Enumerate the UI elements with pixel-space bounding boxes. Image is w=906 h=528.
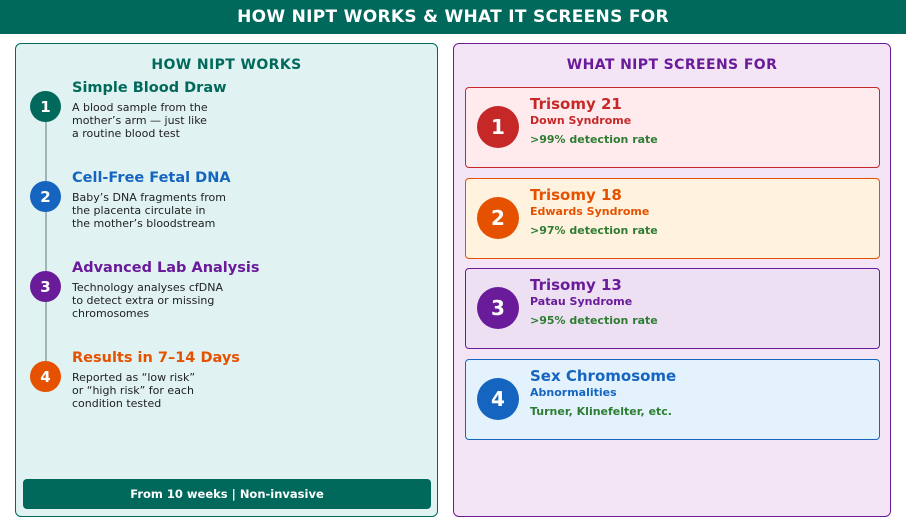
card-trisomy-18 xyxy=(465,178,880,259)
card-number-badge: 1 xyxy=(477,106,519,148)
footer-text: From 10 weeks | Non-invasive xyxy=(130,487,324,501)
card-detail: >97% detection rate xyxy=(530,224,658,237)
right-panel-title: WHAT NIPT SCREENS FOR xyxy=(566,57,778,73)
card-title: Trisomy 18 xyxy=(530,186,622,204)
page-title: HOW NIPT WORKS & WHAT IT SCREENS FOR xyxy=(237,7,669,27)
step-number-badge: 2 xyxy=(30,181,61,212)
step-description: Technology analyses cfDNA to detect extra or missing chromosomes xyxy=(72,281,224,321)
card-number-badge: 4 xyxy=(477,378,519,420)
card-number-badge: 2 xyxy=(477,197,519,239)
what-nipt-screens-panel xyxy=(453,43,891,517)
step-title: Simple Blood Draw xyxy=(72,80,227,96)
card-title: Sex Chromosome xyxy=(530,367,677,385)
card-detail: >99% detection rate xyxy=(530,133,658,146)
step-title: Results in 7–14 Days xyxy=(72,350,240,366)
step-title: Cell-Free Fetal DNA xyxy=(72,170,231,186)
how-nipt-works-panel xyxy=(15,43,438,517)
card-detail: >95% detection rate xyxy=(530,314,658,327)
step-number-badge: 4 xyxy=(30,361,61,392)
card-title: Trisomy 13 xyxy=(530,276,622,294)
header-banner xyxy=(0,0,906,34)
card-sex-chromosome xyxy=(465,359,880,440)
step-description: Reported as “low risk” or “high risk” for each condition tested xyxy=(72,371,196,411)
card-trisomy-13 xyxy=(465,268,880,349)
step-description: Baby’s DNA fragments from the placenta circulate in the mother’s bloodstream xyxy=(72,191,226,231)
step-title: Advanced Lab Analysis xyxy=(72,260,260,276)
card-subtitle: Abnormalities xyxy=(530,386,617,399)
card-title: Trisomy 21 xyxy=(530,95,622,113)
summary-footer xyxy=(23,479,431,509)
card-subtitle: Patau Syndrome xyxy=(530,295,633,308)
card-subtitle: Edwards Syndrome xyxy=(530,205,650,218)
timeline-connector xyxy=(45,104,47,376)
card-detail: Turner, Klinefelter, etc. xyxy=(530,405,672,418)
card-trisomy-21 xyxy=(465,87,880,168)
step-number-badge: 3 xyxy=(30,271,61,302)
card-number-badge: 3 xyxy=(477,287,519,329)
left-panel-title: HOW NIPT WORKS xyxy=(151,57,302,73)
step-description: A blood sample from the mother’s arm — just like a routine blood test xyxy=(72,101,208,141)
step-number-badge: 1 xyxy=(30,91,61,122)
card-subtitle: Down Syndrome xyxy=(530,114,632,127)
